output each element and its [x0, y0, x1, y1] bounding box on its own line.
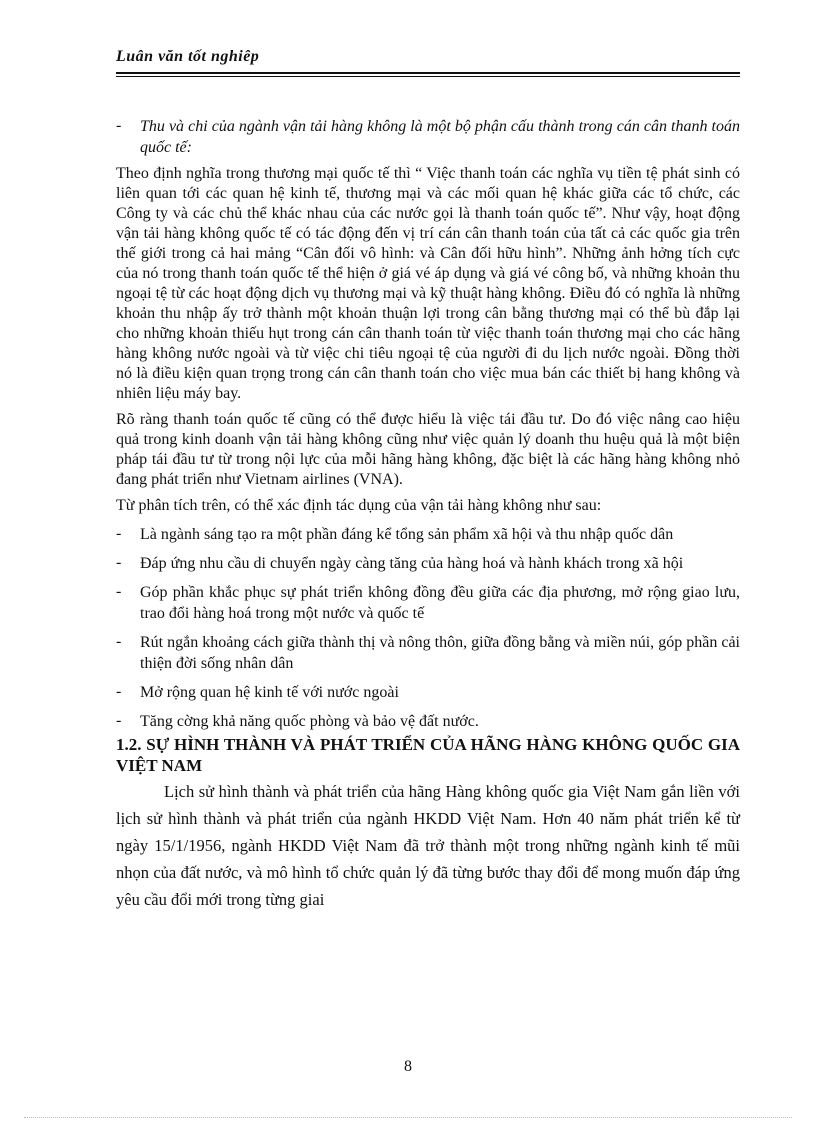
- intro-bullet: [116, 116, 740, 158]
- bullet-dash: -: [116, 712, 122, 729]
- intro-bullet-text: Thu và chi của ngành vận tải hàng không là một bộ phận cấu thành trong cán cân thanh toán quốc tế:: [140, 118, 740, 156]
- section-heading: 1.2. SỰ HÌNH THÀNH VÀ PHÁT TRIỂN CỦA HÃNG HÀNG KHÔNG QUỐC GIA VIỆT NAM: [116, 735, 740, 775]
- list-item-text: Tăng cờng khả năng quốc phòng và bảo vệ đất nước.: [140, 713, 479, 730]
- bullet-dash: -: [116, 525, 122, 542]
- list-item: [116, 632, 740, 674]
- bullet-dash: -: [116, 683, 122, 700]
- list-item: [116, 553, 740, 574]
- page-number: 8: [404, 1058, 412, 1075]
- bullet-dash: -: [116, 583, 122, 600]
- bullet-dash: -: [116, 554, 122, 571]
- page-content: [116, 116, 740, 913]
- page-bottom-border: [24, 1117, 792, 1118]
- list-item-text: Góp phần khắc phục sự phát triển không đồng đều giữa các địa phương, mở rộng giao lưu, trao đổi hàng hoá trong một nước và quốc tế: [140, 584, 740, 622]
- paragraph-list-intro: Từ phân tích trên, có thể xác định tác dụng của vận tải hàng không như sau:: [116, 497, 602, 514]
- list-item-text: Rút ngắn khoảng cách giữa thành thị và nông thôn, giữa đồng bằng và miền núi, góp phần cải thiện đời sống nhân dân: [140, 634, 740, 672]
- list-item-text: Là ngành sáng tạo ra một phần đáng kể tổng sản phẩm xã hội và thu nhập quốc dân: [140, 526, 674, 543]
- paragraph-payment-definition: Theo định nghĩa trong thương mại quốc tế thì “ Việc thanh toán các nghĩa vụ tiền tệ phát sinh có liên quan tới các quan hệ kinh tế, thương mại và các mối quan hệ khác giữa các tổ chức, các Công ty và các chủ thể khác nhau của các nước gọi là thanh toán quốc tế”. Như vậy, hoạt động vận tải hàng không quốc tế có tác động đến vị trí cán cân thanh toán của tất cả các quốc gia trên thế giới trong cả hai mảng “Cân đối vô hình: và Cân đối hữu hình”. Những ảnh hởng tích cực của nó trong thanh toán quốc tế thể hiện ở giá vé áp dụng và giá vé công bố, và những khoản thu ngoại tệ từ các hoạt động dịch vụ thương mại và kỹ thuật hàng không. Điều đó có nghĩa là những khoản thu nhập ấy trở thành một khoản thuận lợi trong cân bằng thương mại có thể bù đắp lại cho những khoản thiếu hụt trong cán cân thanh toán từ việc thanh toán thương mại cho các hãng hàng không nước ngoài và từ việc chi tiêu ngoại tệ của người đi du lịch nước ngoài. Đồng thời nó là điều kiện quan trọng trong cán cân thanh toán cho việc mua bán các thiết bị hang không và nhiên liệu máy bay.: [116, 165, 740, 402]
- header-rule-thick: [116, 72, 740, 74]
- list-item: [116, 524, 740, 545]
- list-item-text: Đáp ứng nhu cầu di chuyển ngày càng tăng của hàng hoá và hành khách trong xã hội: [140, 555, 684, 572]
- list-item: [116, 682, 740, 703]
- list-item: [116, 711, 740, 732]
- bullet-dash: -: [116, 633, 122, 650]
- paragraph-reinvestment: Rõ ràng thanh toán quốc tế cũng có thể được hiểu là việc tái đầu tư. Do đó việc nâng cao hiệu quả trong kinh doanh vận tải hàng không cũng như việc quản lý doanh thu huệu quả là một biện pháp tái đầu tư từ trong nội lực của mỗi hãng hàng không, đặc biệt là các hãng hàng không nhỏ đang phát triển như Vietnam airlines (VNA).: [116, 411, 740, 488]
- bullet-dash: -: [116, 117, 122, 134]
- header-rule-thin: [116, 76, 740, 77]
- running-header: Luân văn tốt nghiêp: [116, 48, 260, 65]
- list-item-text: Mở rộng quan hệ kinh tế với nước ngoài: [140, 684, 399, 701]
- list-item: [116, 582, 740, 624]
- section-body: Lịch sử hình thành và phát triển của hãng Hàng không quốc gia Việt Nam gắn liền với lịch sử hình thành và phát triển của ngành HKDD Việt Nam. Hơn 40 năm phát triển kể từ ngày 15/1/1956, ngành HKDD Việt Nam đã trở thành một trong những ngành kinh tế mũi nhọn của đất nước, và mô hình tổ chức quản lý đã từng bước thay đổi để mong muốn đáp ứng yêu cầu đổi mới trong từng giai: [116, 782, 740, 909]
